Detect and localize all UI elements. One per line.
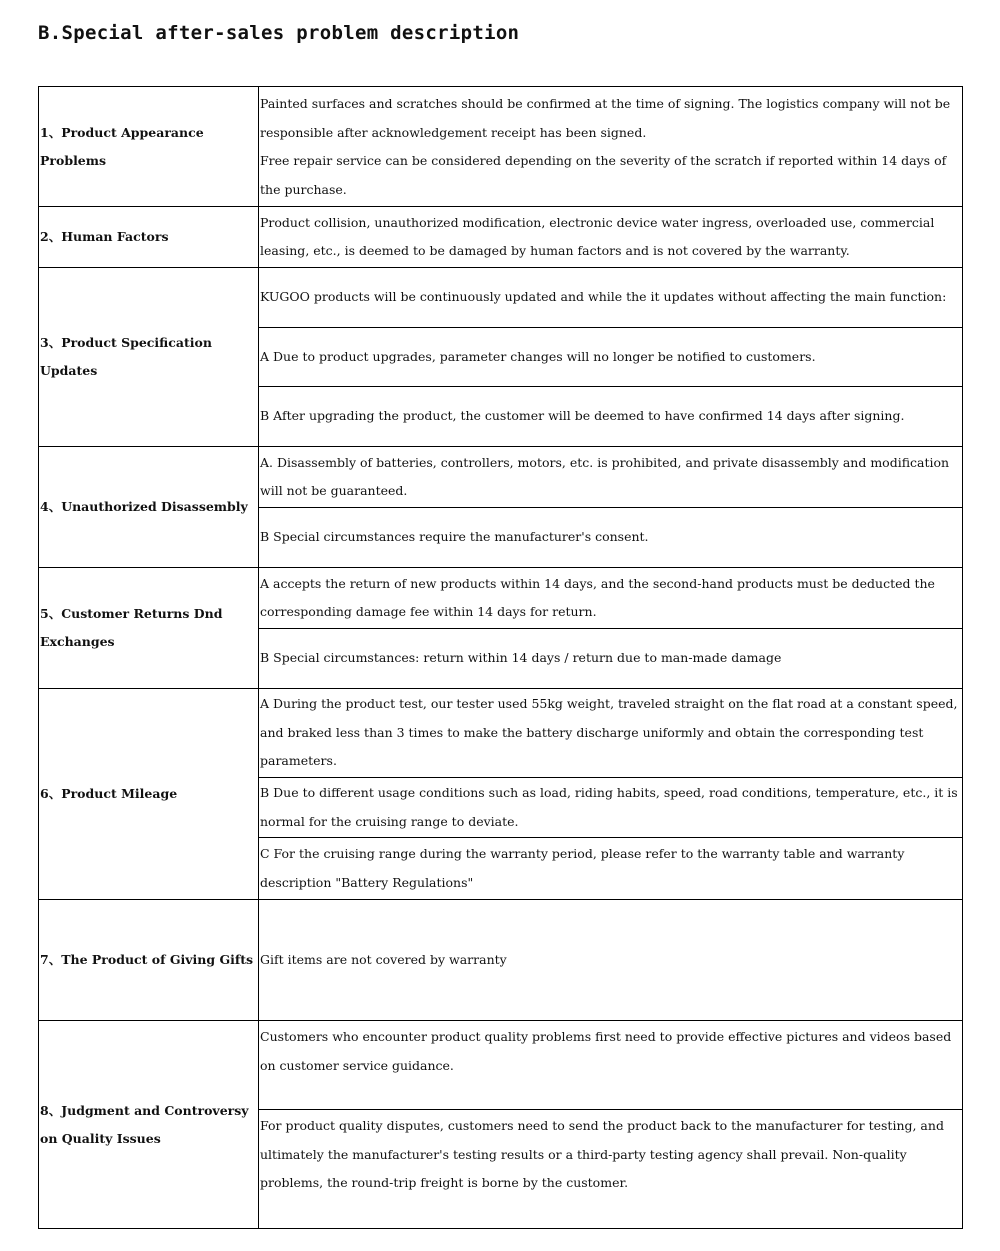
category-label: 6、Product Mileage xyxy=(40,786,178,801)
category-cell xyxy=(39,268,259,447)
description-text: Customers who encounter product quality problems first need to provide effective pictures and videos based on customer service guidance. xyxy=(260,1029,952,1073)
table-row xyxy=(39,900,963,1021)
description-cell xyxy=(259,900,963,1021)
category-cell xyxy=(39,1021,259,1229)
category-cell xyxy=(39,87,259,207)
description-text: Painted surfaces and scratches should be confirmed at the time of signing. The logistics company will not be responsible after acknowledgement receipt has been signed. xyxy=(260,96,951,140)
description-cell xyxy=(259,268,963,447)
category-cell xyxy=(39,447,259,568)
description-text: A Due to product upgrades, parameter changes will no longer be notified to customers. xyxy=(260,348,816,364)
description-text: A During the product test, our tester used 55kg weight, traveled straight on the flat road at a constant speed, and braked less than 3 times to make the battery discharge uniformly and obtain the corresponding test parameters. xyxy=(260,696,958,769)
description-text: C For the cruising range during the warranty period, please refer to the warranty table and warranty description "Battery Regulations" xyxy=(260,846,905,890)
category-label: 2、Human Factors xyxy=(40,229,169,244)
description-text: A accepts the return of new products within 14 days, and the second-hand products must be deducted the corresponding damage fee within 14 days for return. xyxy=(260,575,935,619)
category-cell xyxy=(39,689,259,900)
category-label: 3、Product Specification Updates xyxy=(40,335,212,378)
description-text: For product quality disputes, customers need to send the product back to the manufacturer for testing, and ultimately the manufacturer's testing results or a third-party testing agency shall prevail. Non-quality problems, the round-trip freight is borne by the customer. xyxy=(260,1118,944,1190)
table-row xyxy=(39,268,963,447)
description-text: A. Disassembly of batteries, controllers, motors, etc. is prohibited, and private disassembly and modification will not be guaranteed. xyxy=(260,454,950,498)
category-label: 8、Judgment and Controversy on Quality Issues xyxy=(40,1102,249,1146)
category-cell xyxy=(39,900,259,1021)
description-cell xyxy=(259,568,963,689)
description-text: B Special circumstances: return within 14 days / return due to man-made damage xyxy=(260,650,782,666)
category-label: 5、Customer Returns Dnd Exchanges xyxy=(40,606,223,649)
description-text: Gift items are not covered by warranty xyxy=(260,951,507,967)
description-text: KUGOO products will be continuously updated and while the it updates without affecting the main function: xyxy=(260,289,947,305)
table-row xyxy=(39,207,963,268)
description-cell xyxy=(259,447,963,568)
description-text: B Due to different usage conditions such as load, riding habits, speed, road conditions, temperature, etc., it is normal for the cruising range to deviate. xyxy=(260,785,958,829)
description-cell xyxy=(259,689,963,900)
description-text: B After upgrading the product, the customer will be deemed to have confirmed 14 days after signing. xyxy=(260,408,905,424)
table-row xyxy=(39,689,963,900)
table-row xyxy=(39,447,963,568)
description-text: Product collision, unauthorized modification, electronic device water ingress, overloaded use, commercial leasing, etc., is deemed to be damaged by human factors and is not covered by the warranty. xyxy=(260,214,935,258)
description-text: Free repair service can be considered depending on the severity of the scratch if reported within 14 days of the purchase. xyxy=(260,153,947,197)
description-cell xyxy=(259,87,963,207)
category-label: 7、The Product of Giving Gifts xyxy=(40,952,254,967)
category-cell xyxy=(39,207,259,268)
description-cell xyxy=(259,207,963,268)
description-cell xyxy=(259,1021,963,1229)
category-label: 4、Unauthorized Disassembly xyxy=(40,499,248,514)
description-text: B Special circumstances require the manufacturer's consent. xyxy=(260,529,649,545)
category-label: 1、Product Appearance Problems xyxy=(40,124,204,168)
table-row xyxy=(39,1021,963,1229)
table-row xyxy=(39,87,963,207)
category-cell xyxy=(39,568,259,689)
table-row xyxy=(39,568,963,689)
page-title: B.Special after-sales problem description xyxy=(38,22,520,44)
problem-table xyxy=(38,86,963,1229)
